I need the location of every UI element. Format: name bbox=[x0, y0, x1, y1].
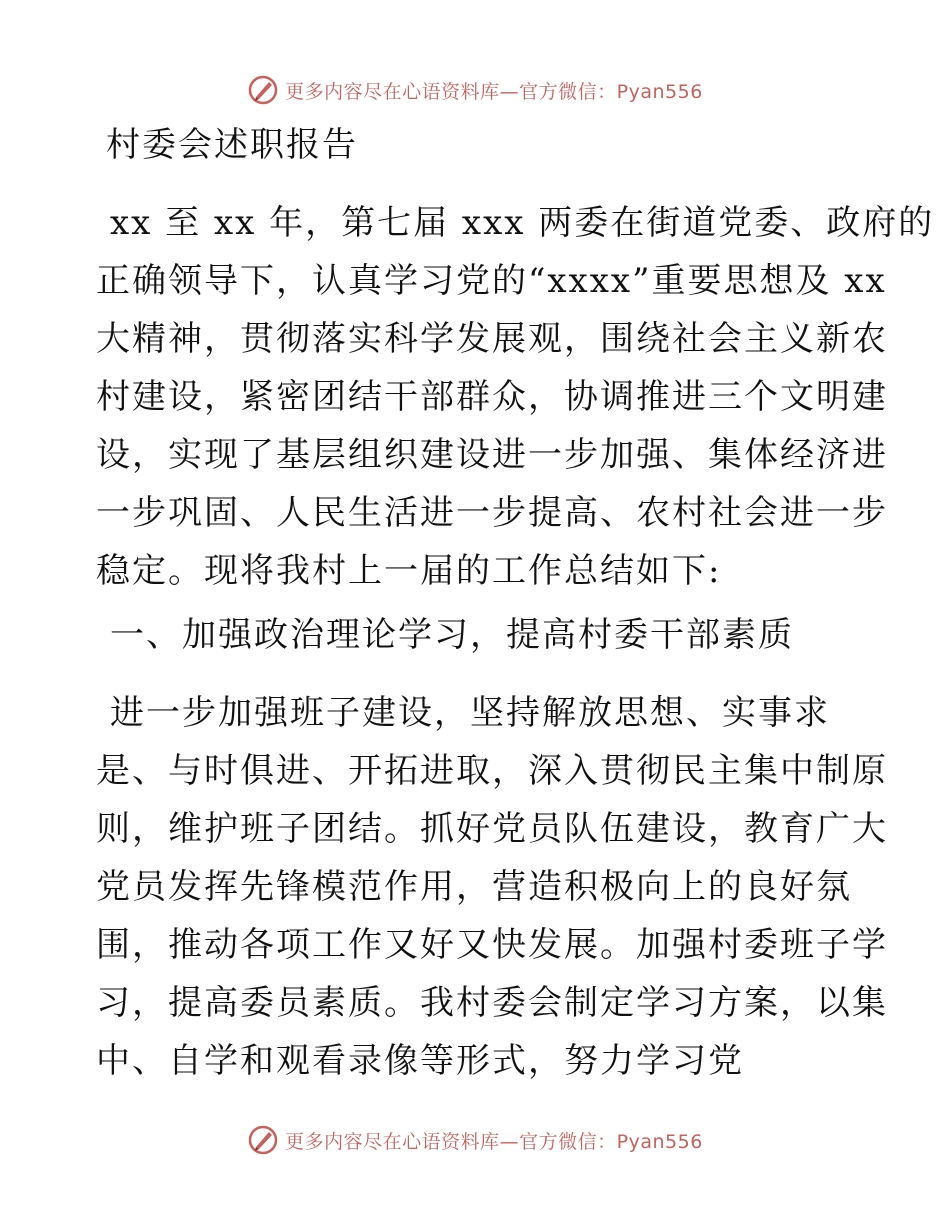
text-line: 习，提高委员素质。我村委会制定学习方案，以集 bbox=[96, 983, 888, 1023]
text-line: 正确领导下，认真学习党的“xxxx”重要思想及 xx bbox=[96, 261, 887, 301]
pen-logo-icon bbox=[247, 1124, 279, 1156]
text-line: 大精神，贯彻落实科学发展观，围绕社会主义新农 bbox=[96, 319, 888, 359]
section-heading-1: 一、加强政治理论学习，提高村委干部素质 bbox=[110, 615, 794, 655]
footer-watermark-banner bbox=[0, 1120, 950, 1160]
footer-watermark-text: 更多内容尽在心语资料库—官方微信：Pyan556 bbox=[285, 1130, 703, 1153]
text-line: 中、自学和观看录像等形式，努力学习党 bbox=[96, 1041, 744, 1081]
text-line: 则，维护班子团结。抓好党员队伍建设，教育广大 bbox=[96, 809, 888, 849]
document-body bbox=[96, 120, 935, 1102]
text-line: 围，推动各项工作又好又快发展。加强村委班子学 bbox=[96, 925, 888, 965]
text-line: 设，实现了基层组织建设进一步加强、集体经济进 bbox=[96, 435, 888, 475]
text-line: xx 至 xx 年，第七届 xxx 两委在街道党委、政府的 bbox=[110, 203, 935, 243]
text-line: 稳定。现将我村上一届的工作总结如下: bbox=[96, 551, 722, 591]
paragraph-section-1 bbox=[96, 693, 888, 1081]
header-watermark-text: 更多内容尽在心语资料库—官方微信：Pyan556 bbox=[285, 80, 703, 103]
pen-logo-icon bbox=[247, 74, 279, 106]
header-watermark-banner bbox=[0, 70, 950, 110]
text-line: 党员发挥先锋模范作用，营造积极向上的良好氛 bbox=[96, 867, 852, 907]
text-line: 村建设，紧密团结干部群众，协调推进三个文明建 bbox=[96, 377, 888, 417]
text-line: 是、与时俱进、开拓进取，深入贯彻民主集中制原 bbox=[96, 751, 888, 791]
paragraph-intro bbox=[96, 203, 935, 591]
text-line: 进一步加强班子建设，坚持解放思想、实事求 bbox=[110, 693, 830, 733]
text-line: 一步巩固、人民生活进一步提高、农村社会进一步 bbox=[96, 493, 888, 533]
document-title: 村委会述职报告 bbox=[106, 125, 358, 165]
